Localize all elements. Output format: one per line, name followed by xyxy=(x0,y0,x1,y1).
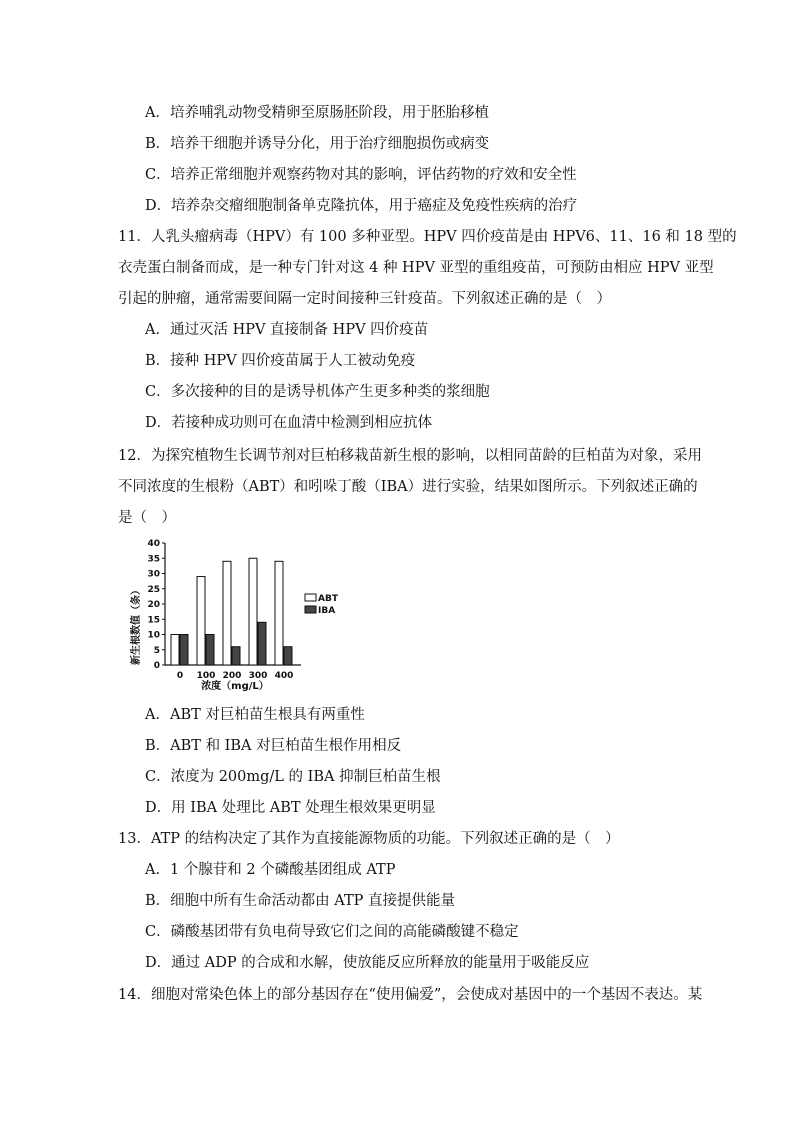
y-axis-label: 新生根数值（条） xyxy=(131,585,142,665)
q12-option-c: C．浓度为 200mg/L 的 IBA 抑制巨柏苗生根 xyxy=(145,769,441,785)
x-tick-label: 400 xyxy=(274,671,294,681)
y-tick-label: 10 xyxy=(147,630,160,641)
y-tick-label: 35 xyxy=(147,554,160,565)
legend xyxy=(305,594,339,616)
x-tick-label: 300 xyxy=(248,671,268,681)
q12-option-b: B．ABT 和 IBA 对巨柏苗生根作用相反 xyxy=(145,738,402,754)
chart-labels xyxy=(147,539,293,681)
q10-option-b: B．培养干细胞并诱导分化，用于治疗细胞损伤或病变 xyxy=(145,136,490,152)
legend-label-abt: ABT xyxy=(318,594,338,604)
y-tick-label: 15 xyxy=(147,615,160,626)
q12-option-a: A．ABT 对巨柏苗生根具有两重性 xyxy=(145,707,365,723)
bar-iba-200 xyxy=(232,647,240,665)
x-tick-label: 0 xyxy=(176,671,184,681)
y-tick-label: 40 xyxy=(147,539,160,549)
legend-label-iba: IBA xyxy=(318,606,336,616)
q11-stem-line-1: 11．人乳头瘤病毒（HPV）有 100 多种亚型。HPV 四价疫苗是由 HPV6、11、16 和 18 型的 xyxy=(118,229,737,245)
bar-iba-0 xyxy=(180,635,188,666)
q11-stem-line-2: 衣壳蛋白制备而成，是一种专门针对这 4 种 HPV 亚型的重组疫苗，可预防由相应 HPV 亚型 xyxy=(118,260,714,276)
bar-chart xyxy=(125,533,355,693)
bar-abt-200 xyxy=(223,561,231,665)
bar-abt-100 xyxy=(197,577,205,665)
bar-abt-0 xyxy=(171,635,179,666)
bar-iba-400 xyxy=(284,647,292,665)
x-tick-label: 100 xyxy=(196,671,216,681)
q12-option-d: D．用 IBA 处理比 ABT 处理生根效果更明显 xyxy=(145,800,436,816)
q11-option-b: B．接种 HPV 四价疫苗属于人工被动免疫 xyxy=(145,353,416,369)
q12-stem-line-1: 12．为探究植物生长调节剂对巨柏移栽苗新生根的影响，以相同苗龄的巨柏苗为对象，采用 xyxy=(118,448,702,464)
q12-stem-line-3: 是（ ） xyxy=(118,510,176,526)
q11-option-a: A．通过灭活 HPV 直接制备 HPV 四价疫苗 xyxy=(145,322,429,338)
q13-stem-line-1: 13．ATP 的结构决定了其作为直接能源物质的功能。下列叙述正确的是（ ） xyxy=(118,831,620,847)
q13-option-b: B．细胞中所有生命活动都由 ATP 直接提供能量 xyxy=(145,893,455,909)
q12-stem-line-2: 不同浓度的生根粉（ABT）和吲哚丁酸（IBA）进行实验，结果如图所示。下列叙述正确的 xyxy=(118,479,698,495)
bar-abt-400 xyxy=(275,561,283,665)
q11-stem-line-3: 引起的肿瘤，通常需要间隔一定时间接种三针疫苗。下列叙述正确的是（ ） xyxy=(118,291,611,307)
x-axis-label: 浓度（mg/L） xyxy=(201,681,269,692)
x-tick-label: 200 xyxy=(222,671,242,681)
q11-option-c: C．多次接种的目的是诱导机体产生更多种类的浆细胞 xyxy=(145,384,490,400)
q13-option-c: C．磷酸基团带有负电荷导致它们之间的高能磷酸键不稳定 xyxy=(145,924,519,940)
y-tick-label: 5 xyxy=(153,645,160,656)
bar-iba-300 xyxy=(258,622,266,665)
q10-option-c: C．培养正常细胞并观察药物对其的影响，评估药物的疗效和安全性 xyxy=(145,167,577,183)
y-tick-label: 30 xyxy=(147,569,160,580)
legend-swatch-iba xyxy=(305,606,316,613)
q13-option-a: A．1 个腺苷和 2 个磷酸基团组成 ATP xyxy=(145,862,396,878)
q11-option-d: D．若接种成功则可在血清中检测到相应抗体 xyxy=(145,415,433,431)
legend-swatch-abt xyxy=(305,594,316,601)
bar-abt-300 xyxy=(249,558,257,665)
q10-option-a: A．培养哺乳动物受精卵至原肠胚阶段，用于胚胎移植 xyxy=(145,105,489,121)
y-tick-label: 20 xyxy=(147,600,160,610)
chart-bars xyxy=(171,558,292,665)
y-tick-label: 0 xyxy=(153,661,160,671)
q13-option-d: D．通过 ADP 的合成和水解，使放能反应所释放的能量用于吸能反应 xyxy=(145,955,590,971)
y-tick-label: 25 xyxy=(147,584,160,595)
bar-iba-100 xyxy=(206,635,214,666)
q10-option-d: D．培养杂交瘤细胞制备单克隆抗体，用于癌症及免疫性疾病的治疗 xyxy=(145,198,578,214)
q14-stem-line-1: 14．细胞对常染色体上的部分基因存在“使用偏爱”，会使成对基因中的一个基因不表达。某 xyxy=(118,987,703,1003)
